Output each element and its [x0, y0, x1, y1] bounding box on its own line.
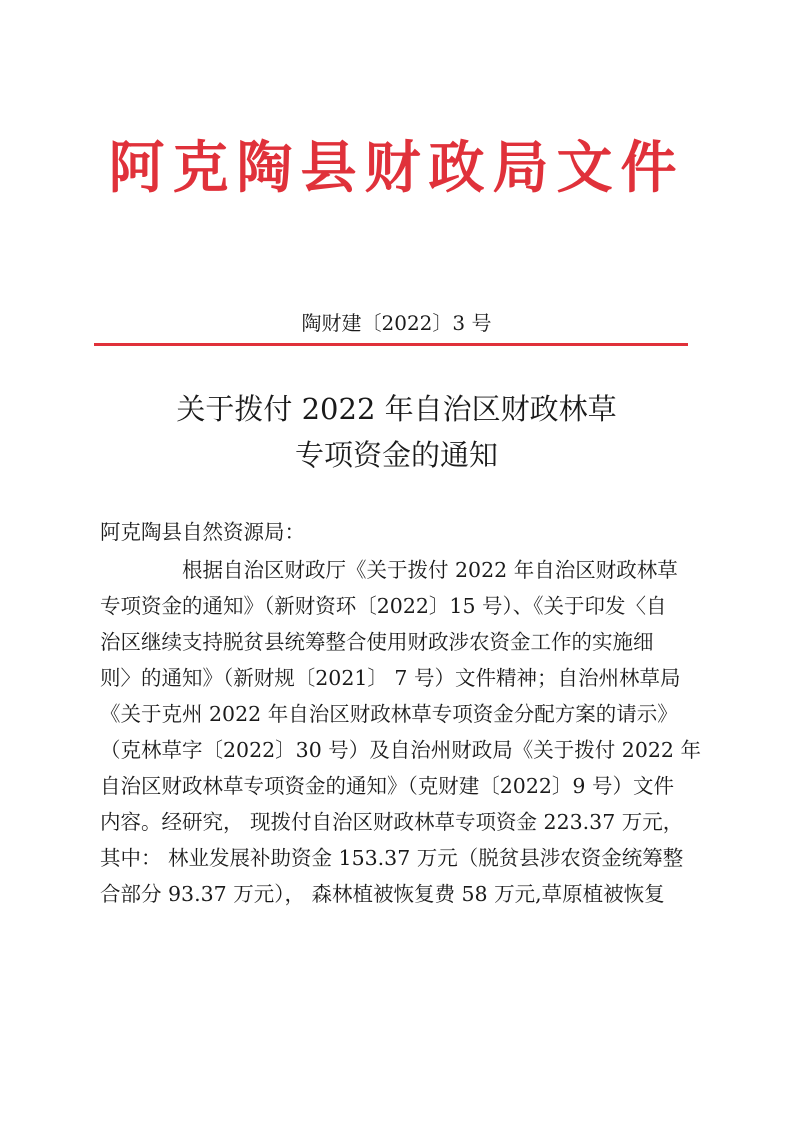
red-divider-line: [94, 343, 688, 346]
body-line: 《关于克州 2022 年自治区财政林草专项资金分配方案的请示》: [100, 702, 678, 726]
body-line: 治区继续支持脱贫县统筹整合使用财政涉农资金工作的实施细: [100, 630, 654, 654]
body-line: 根据自治区财政厅《关于拨付 2022 年自治区财政林草: [100, 558, 678, 582]
body-line: 则〉的通知》（新财规〔2021〕 7 号）文件精神；自治州林草局: [100, 666, 681, 690]
document-number: 陶财建〔2022〕3 号: [301, 311, 492, 335]
body-paragraph: [100, 552, 700, 912]
body-line: 其中： 林业发展补助资金 153.37 万元（脱贫县涉农资金统筹整: [100, 846, 684, 870]
body-line: 内容。经研究， 现拨付自治区财政林草专项资金 223.37 万元，: [100, 810, 684, 834]
document-title: [0, 386, 793, 478]
body-line: （克林草字〔2022〕30 号）及自治州财政局《关于拨付 2022 年: [100, 738, 701, 762]
org-header-title: 阿克陶县财政局文件: [108, 135, 685, 201]
body-line: 合部分 93.37 万元）， 森林植被恢复费 58 万元,草原植被恢复: [100, 882, 665, 906]
body-line: 专项资金的通知》（新财资环〔2022〕15 号）、《关于印发〈自: [100, 594, 667, 618]
addressee-line: 阿克陶县自然资源局：: [100, 520, 305, 544]
title-line-1: 关于拨付 2022 年自治区财政林草: [176, 392, 617, 426]
body-line: 自治区财政林草专项资金的通知》（克财建〔2022〕9 号）文件: [100, 774, 674, 798]
title-line-2: 专项资金的通知: [294, 438, 498, 472]
addressee: [100, 514, 700, 550]
